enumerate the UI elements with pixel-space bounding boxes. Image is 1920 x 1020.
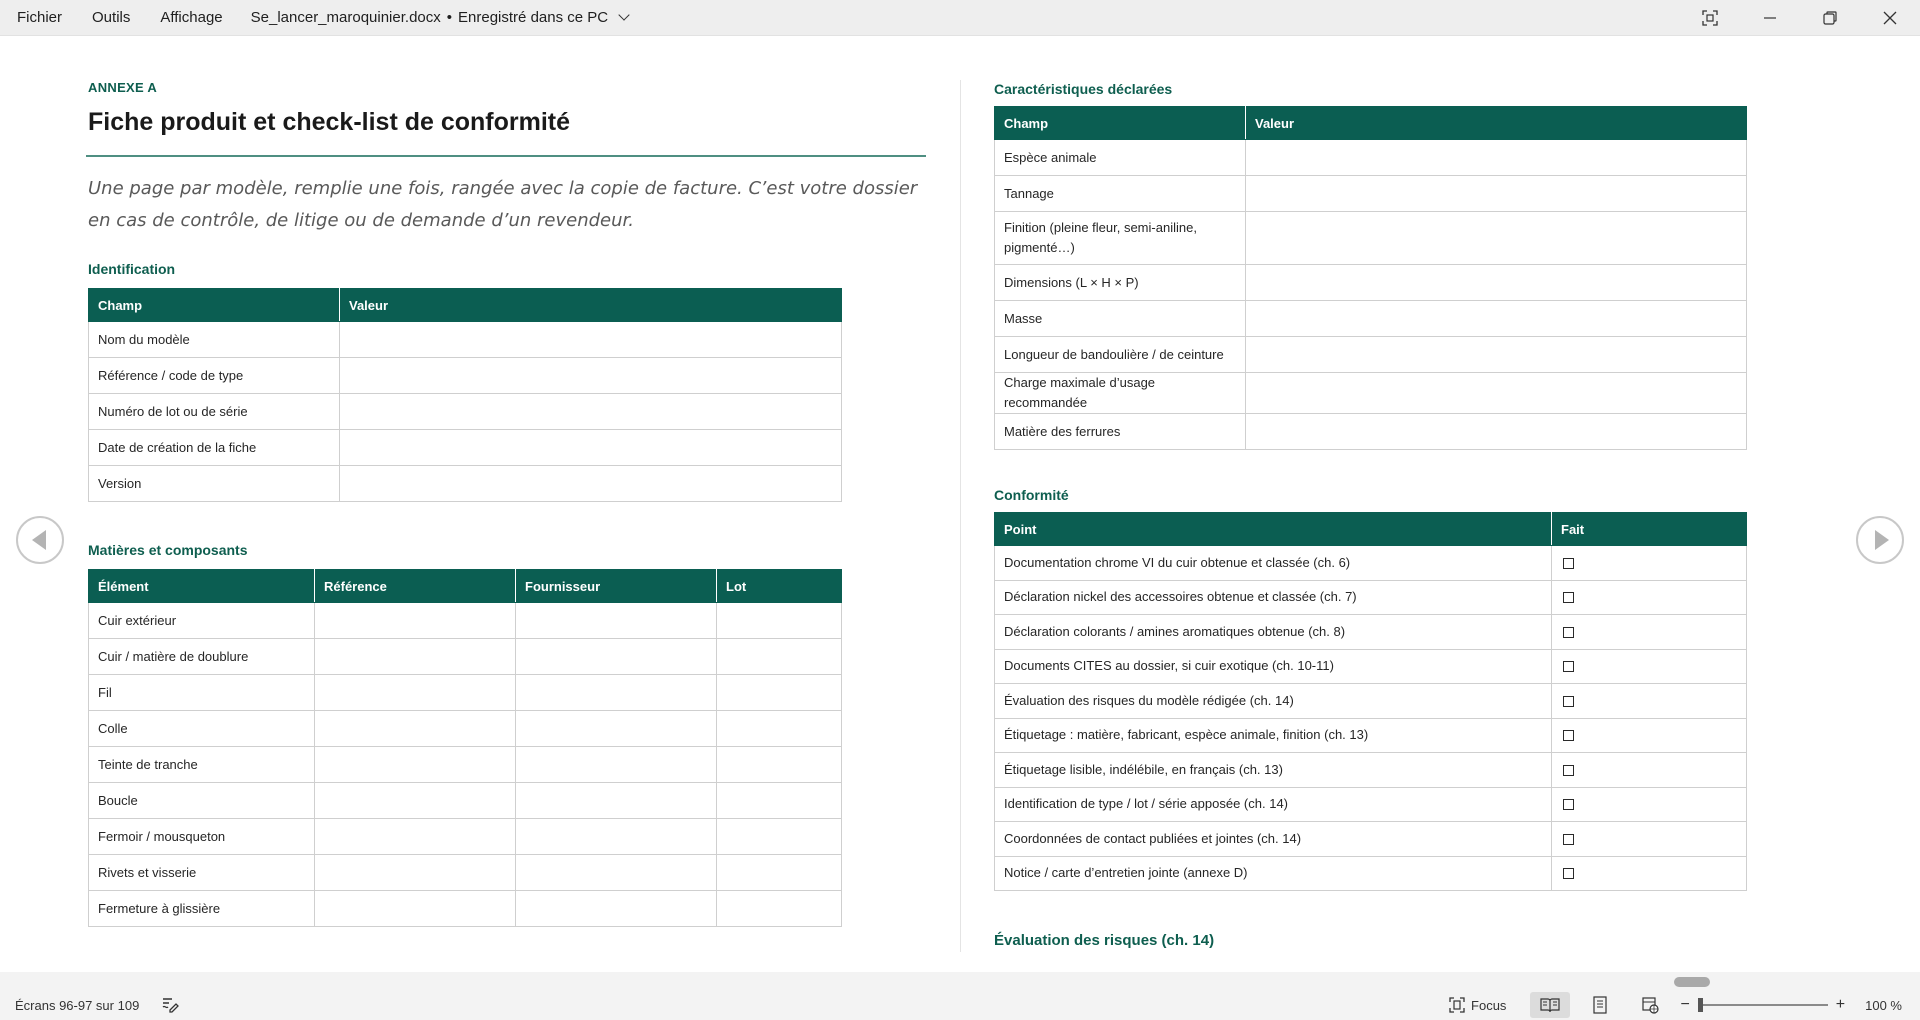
horizontal-scrollbar[interactable]	[0, 972, 1920, 990]
table-header: Champ	[89, 289, 340, 322]
materials-table	[88, 569, 842, 927]
checkbox[interactable]	[1563, 558, 1574, 569]
print-layout-button[interactable]	[1580, 992, 1620, 1018]
table-row	[995, 212, 1747, 265]
table-row	[89, 603, 842, 639]
empty-cell[interactable]	[717, 675, 842, 711]
materials-heading: Matières et composants	[88, 542, 248, 558]
empty-cell[interactable]	[516, 855, 717, 891]
row-label: Étiquetage lisible, indélébile, en français (ch. 13)	[995, 753, 1552, 788]
table-row	[995, 787, 1747, 822]
row-label: Documentation chrome VI du cuir obtenue et classée (ch. 6)	[995, 546, 1552, 581]
table-header: Valeur	[340, 289, 842, 322]
page-icon	[1592, 996, 1608, 1014]
done-cell[interactable]	[1552, 615, 1747, 650]
row-label: Longueur de bandoulière / de ceinture	[995, 337, 1246, 373]
row-label: Fermeture à glissière	[89, 891, 315, 927]
focus-button[interactable]	[1448, 996, 1506, 1014]
row-label: Fil	[89, 675, 315, 711]
table-row	[89, 322, 842, 358]
zoom-slider-knob[interactable]	[1698, 998, 1703, 1012]
table-row	[995, 301, 1747, 337]
menu-fichier[interactable]: Fichier	[17, 9, 63, 26]
conformity-heading: Conformité	[994, 487, 1069, 503]
row-label: Date de création de la fiche	[89, 430, 340, 466]
empty-cell[interactable]	[1246, 140, 1747, 176]
table-row	[995, 337, 1747, 373]
empty-cell[interactable]	[315, 891, 516, 927]
done-cell[interactable]	[1552, 787, 1747, 822]
empty-cell[interactable]	[1246, 176, 1747, 212]
characteristics-heading: Caractéristiques déclarées	[994, 81, 1173, 97]
empty-cell[interactable]	[717, 783, 842, 819]
table-row	[995, 140, 1747, 176]
empty-cell[interactable]	[315, 819, 516, 855]
window-controls	[1680, 0, 1920, 36]
fullscreen-icon	[1702, 10, 1718, 26]
table-row	[89, 639, 842, 675]
annexe-label: ANNEXE A	[88, 80, 158, 95]
checkbox[interactable]	[1563, 661, 1574, 672]
row-label: Évaluation des risques du modèle rédigée (ch. 14)	[995, 684, 1552, 719]
title-bar	[0, 0, 1920, 36]
focus-label: Focus	[1471, 997, 1507, 1013]
row-label: Identification de type / lot / série apposée (ch. 14)	[995, 787, 1552, 822]
save-status: Enregistré dans ce PC	[458, 9, 609, 26]
empty-cell[interactable]	[1246, 301, 1747, 337]
row-label: Référence / code de type	[89, 358, 340, 394]
empty-cell[interactable]	[516, 711, 717, 747]
row-label: Fermoir / mousqueton	[89, 819, 315, 855]
empty-cell[interactable]	[717, 891, 842, 927]
table-row	[89, 819, 842, 855]
table-row	[89, 783, 842, 819]
row-label: Dimensions (L × H × P)	[995, 265, 1246, 301]
menu-affichage[interactable]: Affichage	[160, 9, 223, 26]
table-row	[89, 711, 842, 747]
empty-cell[interactable]	[340, 430, 842, 466]
restore-icon	[1822, 10, 1838, 26]
document-name: Se_lancer_maroquinier.docx	[250, 9, 441, 26]
zoom-control	[1680, 996, 1908, 1014]
zoom-level[interactable]: 100 %	[1865, 997, 1902, 1013]
table-row	[89, 747, 842, 783]
menu-outils[interactable]: Outils	[92, 9, 131, 26]
empty-cell[interactable]	[340, 322, 842, 358]
table-row	[995, 718, 1747, 753]
table-row	[995, 176, 1747, 212]
table-row	[995, 856, 1747, 891]
focus-icon	[1448, 996, 1466, 1014]
empty-cell[interactable]	[315, 783, 516, 819]
table-row	[89, 855, 842, 891]
close-icon	[1882, 10, 1898, 26]
row-label: Cuir / matière de doublure	[89, 639, 315, 675]
empty-cell[interactable]	[717, 819, 842, 855]
intro-paragraph: Une page par modèle, remplie une fois, rangée avec la copie de facture. C’est votre dossier en cas de contrôle, de litige ou de demande d’un revendeur.	[88, 178, 918, 231]
empty-cell[interactable]	[1246, 414, 1747, 450]
empty-cell[interactable]	[717, 855, 842, 891]
close-button[interactable]	[1860, 0, 1920, 36]
arrow-right-icon	[1875, 530, 1889, 550]
empty-cell[interactable]	[516, 675, 717, 711]
empty-cell[interactable]	[516, 747, 717, 783]
chevron-down-icon	[618, 9, 629, 20]
empty-cell[interactable]	[717, 711, 842, 747]
empty-cell[interactable]	[315, 855, 516, 891]
row-label: Teinte de tranche	[89, 747, 315, 783]
table-header: Point	[995, 513, 1552, 546]
table-row	[995, 822, 1747, 857]
previous-screen-button[interactable]	[16, 516, 64, 564]
status-bar	[0, 990, 1920, 1020]
restore-button[interactable]	[1800, 0, 1860, 36]
table-row	[89, 394, 842, 430]
checkbox[interactable]	[1563, 592, 1574, 603]
arrow-left-icon	[32, 530, 46, 550]
minimize-icon	[1762, 10, 1778, 26]
done-cell[interactable]	[1552, 649, 1747, 684]
identification-heading: Identification	[88, 261, 176, 277]
row-label: Version	[89, 466, 340, 502]
done-cell[interactable]	[1552, 580, 1747, 615]
text-predictions-icon[interactable]	[160, 996, 180, 1014]
table-row	[995, 615, 1747, 650]
table-header: Référence	[315, 570, 516, 603]
done-cell[interactable]	[1552, 718, 1747, 753]
done-cell[interactable]	[1552, 546, 1747, 581]
table-row	[995, 753, 1747, 788]
row-label: Rivets et visserie	[89, 855, 315, 891]
checkbox[interactable]	[1563, 799, 1574, 810]
empty-cell[interactable]	[340, 466, 842, 502]
table-row	[995, 265, 1747, 301]
zoom-in-button[interactable]: +	[1835, 996, 1846, 1013]
empty-cell[interactable]	[717, 603, 842, 639]
next-screen-button[interactable]	[1856, 516, 1904, 564]
table-header: Élément	[89, 570, 315, 603]
table-row	[89, 430, 842, 466]
checkbox[interactable]	[1563, 730, 1574, 741]
done-cell[interactable]	[1552, 753, 1747, 788]
row-label: Documents CITES au dossier, si cuir exotique (ch. 10-11)	[995, 649, 1552, 684]
fullscreen-button[interactable]	[1680, 0, 1740, 36]
empty-cell[interactable]	[1246, 265, 1747, 301]
row-label: Matière des ferrures	[995, 414, 1246, 450]
empty-cell[interactable]	[717, 747, 842, 783]
empty-cell[interactable]	[516, 639, 717, 675]
table-row	[995, 649, 1747, 684]
table-row	[995, 373, 1747, 414]
page-divider	[960, 80, 961, 952]
identification-table	[88, 288, 842, 502]
checkbox[interactable]	[1563, 765, 1574, 776]
checkbox[interactable]	[1563, 696, 1574, 707]
minimize-button[interactable]	[1740, 0, 1800, 36]
done-cell[interactable]	[1552, 822, 1747, 857]
empty-cell[interactable]	[315, 639, 516, 675]
empty-cell[interactable]	[315, 675, 516, 711]
empty-cell[interactable]	[516, 891, 717, 927]
table-header: Valeur	[1246, 107, 1747, 140]
row-label: Charge maximale d’usage recommandée	[995, 373, 1246, 414]
empty-cell[interactable]	[516, 603, 717, 639]
row-label: Boucle	[89, 783, 315, 819]
empty-cell[interactable]	[516, 819, 717, 855]
title-rule	[86, 155, 926, 157]
row-label: Cuir extérieur	[89, 603, 315, 639]
zoom-out-button[interactable]: −	[1680, 996, 1690, 1013]
done-cell[interactable]	[1552, 684, 1747, 719]
table-row	[89, 891, 842, 927]
zoom-slider[interactable]	[1698, 1004, 1828, 1006]
row-label: Étiquetage : matière, fabricant, espèce animale, finition (ch. 13)	[995, 718, 1552, 753]
book-icon	[1540, 997, 1560, 1013]
row-label: Déclaration colorants / amines aromatiques obtenue (ch. 8)	[995, 615, 1552, 650]
table-header: Champ	[995, 107, 1246, 140]
table-row	[89, 675, 842, 711]
empty-cell[interactable]	[516, 783, 717, 819]
empty-cell[interactable]	[315, 711, 516, 747]
row-label: Espèce animale	[995, 140, 1246, 176]
empty-cell[interactable]	[1246, 212, 1747, 265]
scrollbar-thumb[interactable]	[1674, 977, 1710, 987]
risk-evaluation-heading: Évaluation des risques (ch. 14)	[994, 932, 1215, 949]
checkbox[interactable]	[1563, 868, 1574, 879]
web-layout-button[interactable]	[1630, 992, 1670, 1018]
empty-cell[interactable]	[315, 747, 516, 783]
row-label: Tannage	[995, 176, 1246, 212]
empty-cell[interactable]	[1246, 337, 1747, 373]
empty-cell[interactable]	[717, 639, 842, 675]
table-row	[89, 358, 842, 394]
row-label: Notice / carte d’entretien jointe (annexe D)	[995, 856, 1552, 891]
table-header: Fait	[1552, 513, 1747, 546]
table-header: Fournisseur	[516, 570, 717, 603]
page-title: Fiche produit et check-list de conformité	[88, 108, 571, 136]
row-label: Numéro de lot ou de série	[89, 394, 340, 430]
table-row	[995, 414, 1747, 450]
table-header: Lot	[717, 570, 842, 603]
empty-cell[interactable]	[340, 394, 842, 430]
table-row	[995, 546, 1747, 581]
empty-cell[interactable]	[1246, 373, 1747, 414]
table-row	[995, 684, 1747, 719]
row-label: Finition (pleine fleur, semi-aniline, pigmenté…)	[995, 212, 1246, 265]
web-layout-icon	[1641, 996, 1659, 1014]
row-label: Colle	[89, 711, 315, 747]
screen-counter: Écrans 96-97 sur 109	[15, 998, 140, 1013]
conformity-table	[994, 512, 1747, 891]
document-title-dropdown[interactable]: Se_lancer_maroquinier.docx • Enregistré dans ce PC	[251, 9, 628, 26]
done-cell[interactable]	[1552, 856, 1747, 891]
row-label: Nom du modèle	[89, 322, 340, 358]
row-label: Masse	[995, 301, 1246, 337]
document-area	[0, 36, 1920, 972]
checkbox[interactable]	[1563, 627, 1574, 638]
table-row	[995, 580, 1747, 615]
table-row	[89, 466, 842, 502]
row-label: Coordonnées de contact publiées et jointes (ch. 14)	[995, 822, 1552, 857]
row-label: Déclaration nickel des accessoires obtenue et classée (ch. 7)	[995, 580, 1552, 615]
read-mode-button[interactable]	[1530, 992, 1570, 1018]
checkbox[interactable]	[1563, 834, 1574, 845]
status-right	[1448, 990, 1920, 1020]
characteristics-table	[994, 106, 1747, 450]
empty-cell[interactable]	[340, 358, 842, 394]
empty-cell[interactable]	[315, 603, 516, 639]
